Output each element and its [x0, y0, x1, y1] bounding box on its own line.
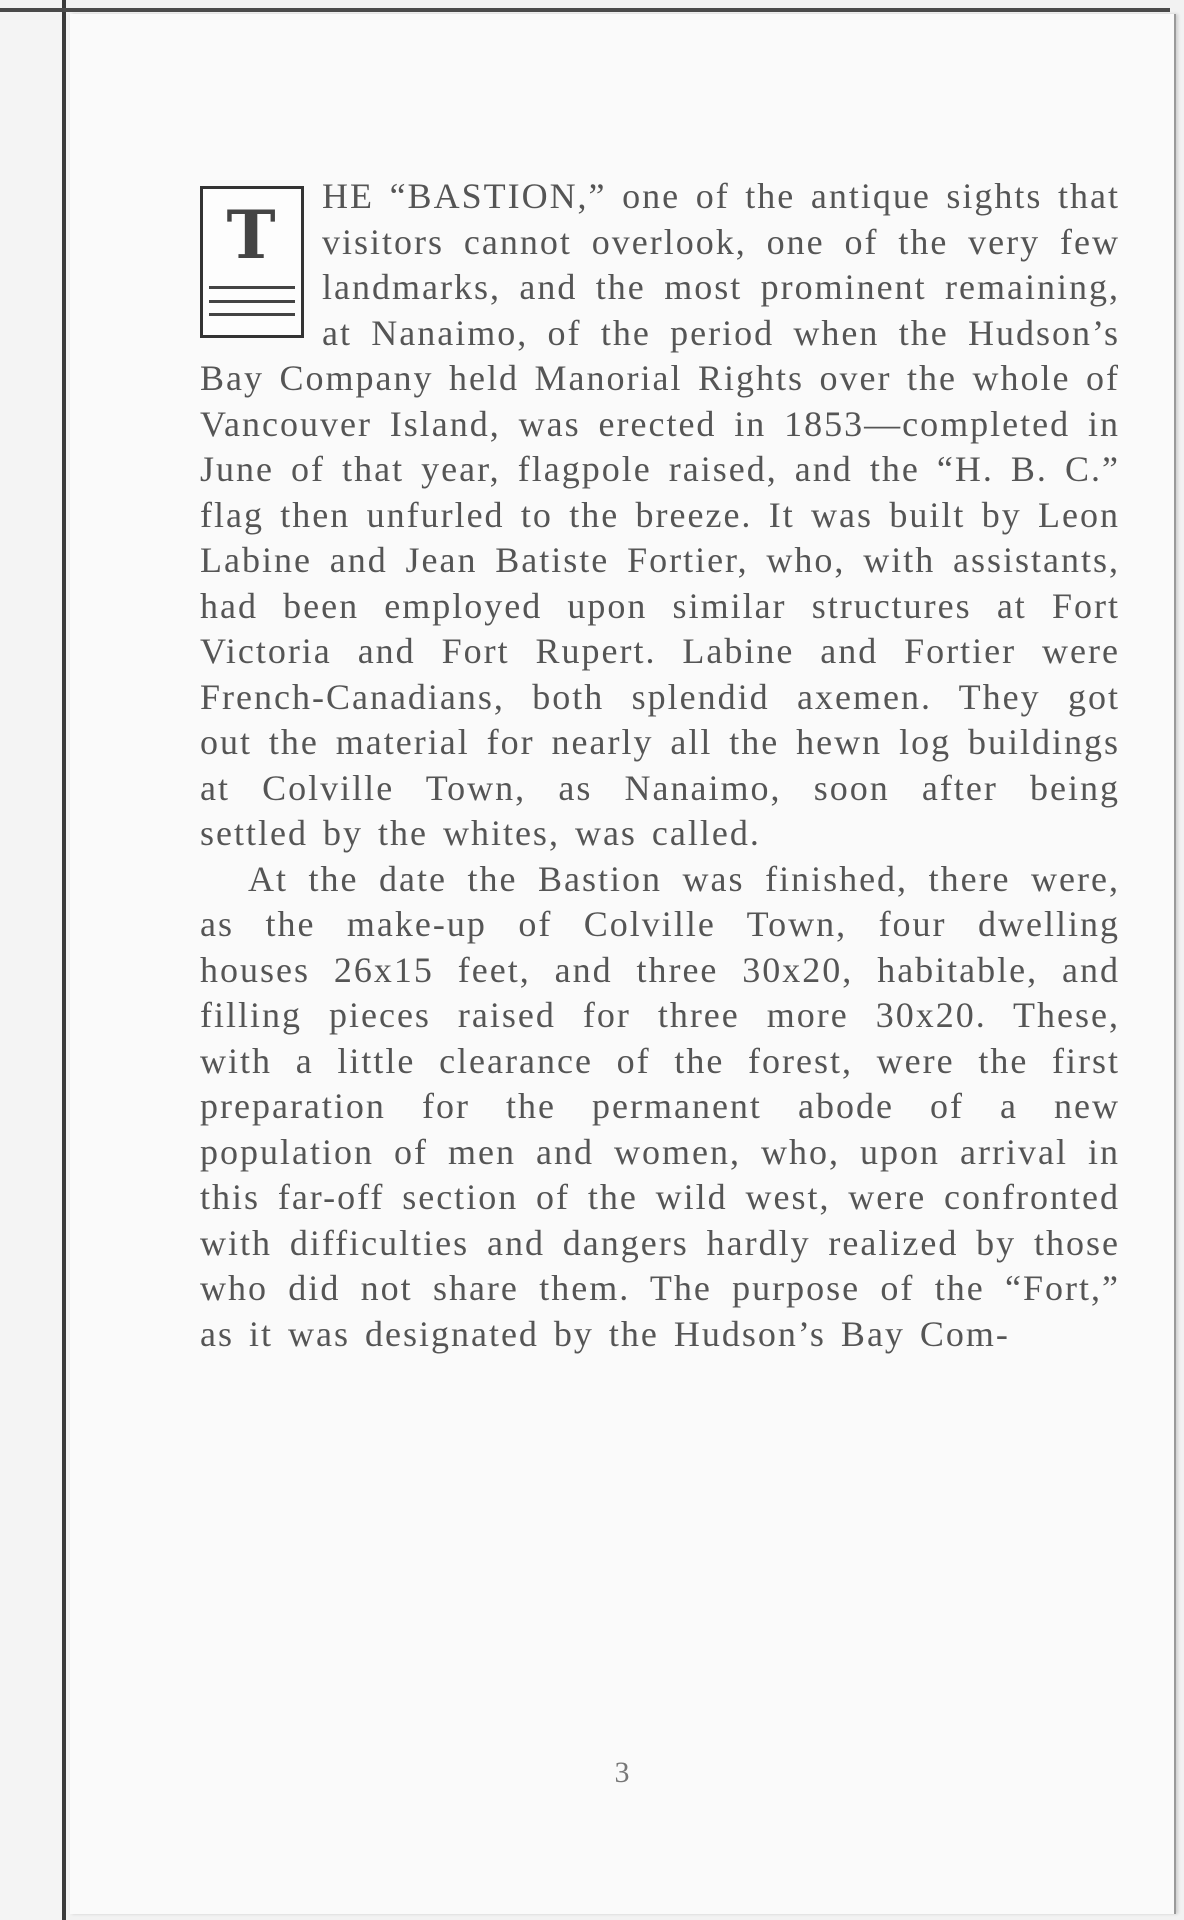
book-page [70, 14, 1176, 1914]
dropcap-letter: T [226, 196, 278, 274]
page-number: 3 [614, 1756, 630, 1789]
page-top-edge [0, 8, 1170, 12]
dropcap-rules-ornament [209, 286, 295, 325]
paragraph-2: At the date the Bastion was finished, there were, as the make-up of Colville Town, four dwelling houses 26x15 feet, and three 30x20, habitable, and filling pieces raised for three more 30x20. These, with a little clearance of the forest, were the first preparation for the permanent abode of a new population of men and women, who, upon arrival in this far-off section of the wild west, were confronted with difficulties and dangers hardly realized by those who did not share them. The purpose of the “Fort,” as it was designated by the Hudson’s Bay Com- [200, 858, 1120, 1354]
previous-page-edge [0, 0, 66, 1920]
paragraph-1: HE “BASTION,” one of the antique sights that visitors cannot overlook, one of the very few landmarks, and the most prominent remaining, at Nanaimo, of the period when the Hudson’s Bay Company held Manorial Rights over the whole of Vancouver Island, was erected in 1853—completed in June of that year, flagpole raised, and the “H. B. C.” flag then unfurled to the breeze. It was built by Leon Labine and Jean Batiste Fortier, who, with assistants, had been employed upon similar structures at Fort Victoria and Fort Rupert. Labine and Fortier were French-Canadians, both splendid axemen. They got out the material for nearly all the hewn log buildings at Colville Town, as Nanaimo, soon after being settled by the whites, was called. [200, 176, 1120, 853]
body-text [200, 174, 1120, 1357]
ornamental-dropcap [200, 186, 304, 338]
